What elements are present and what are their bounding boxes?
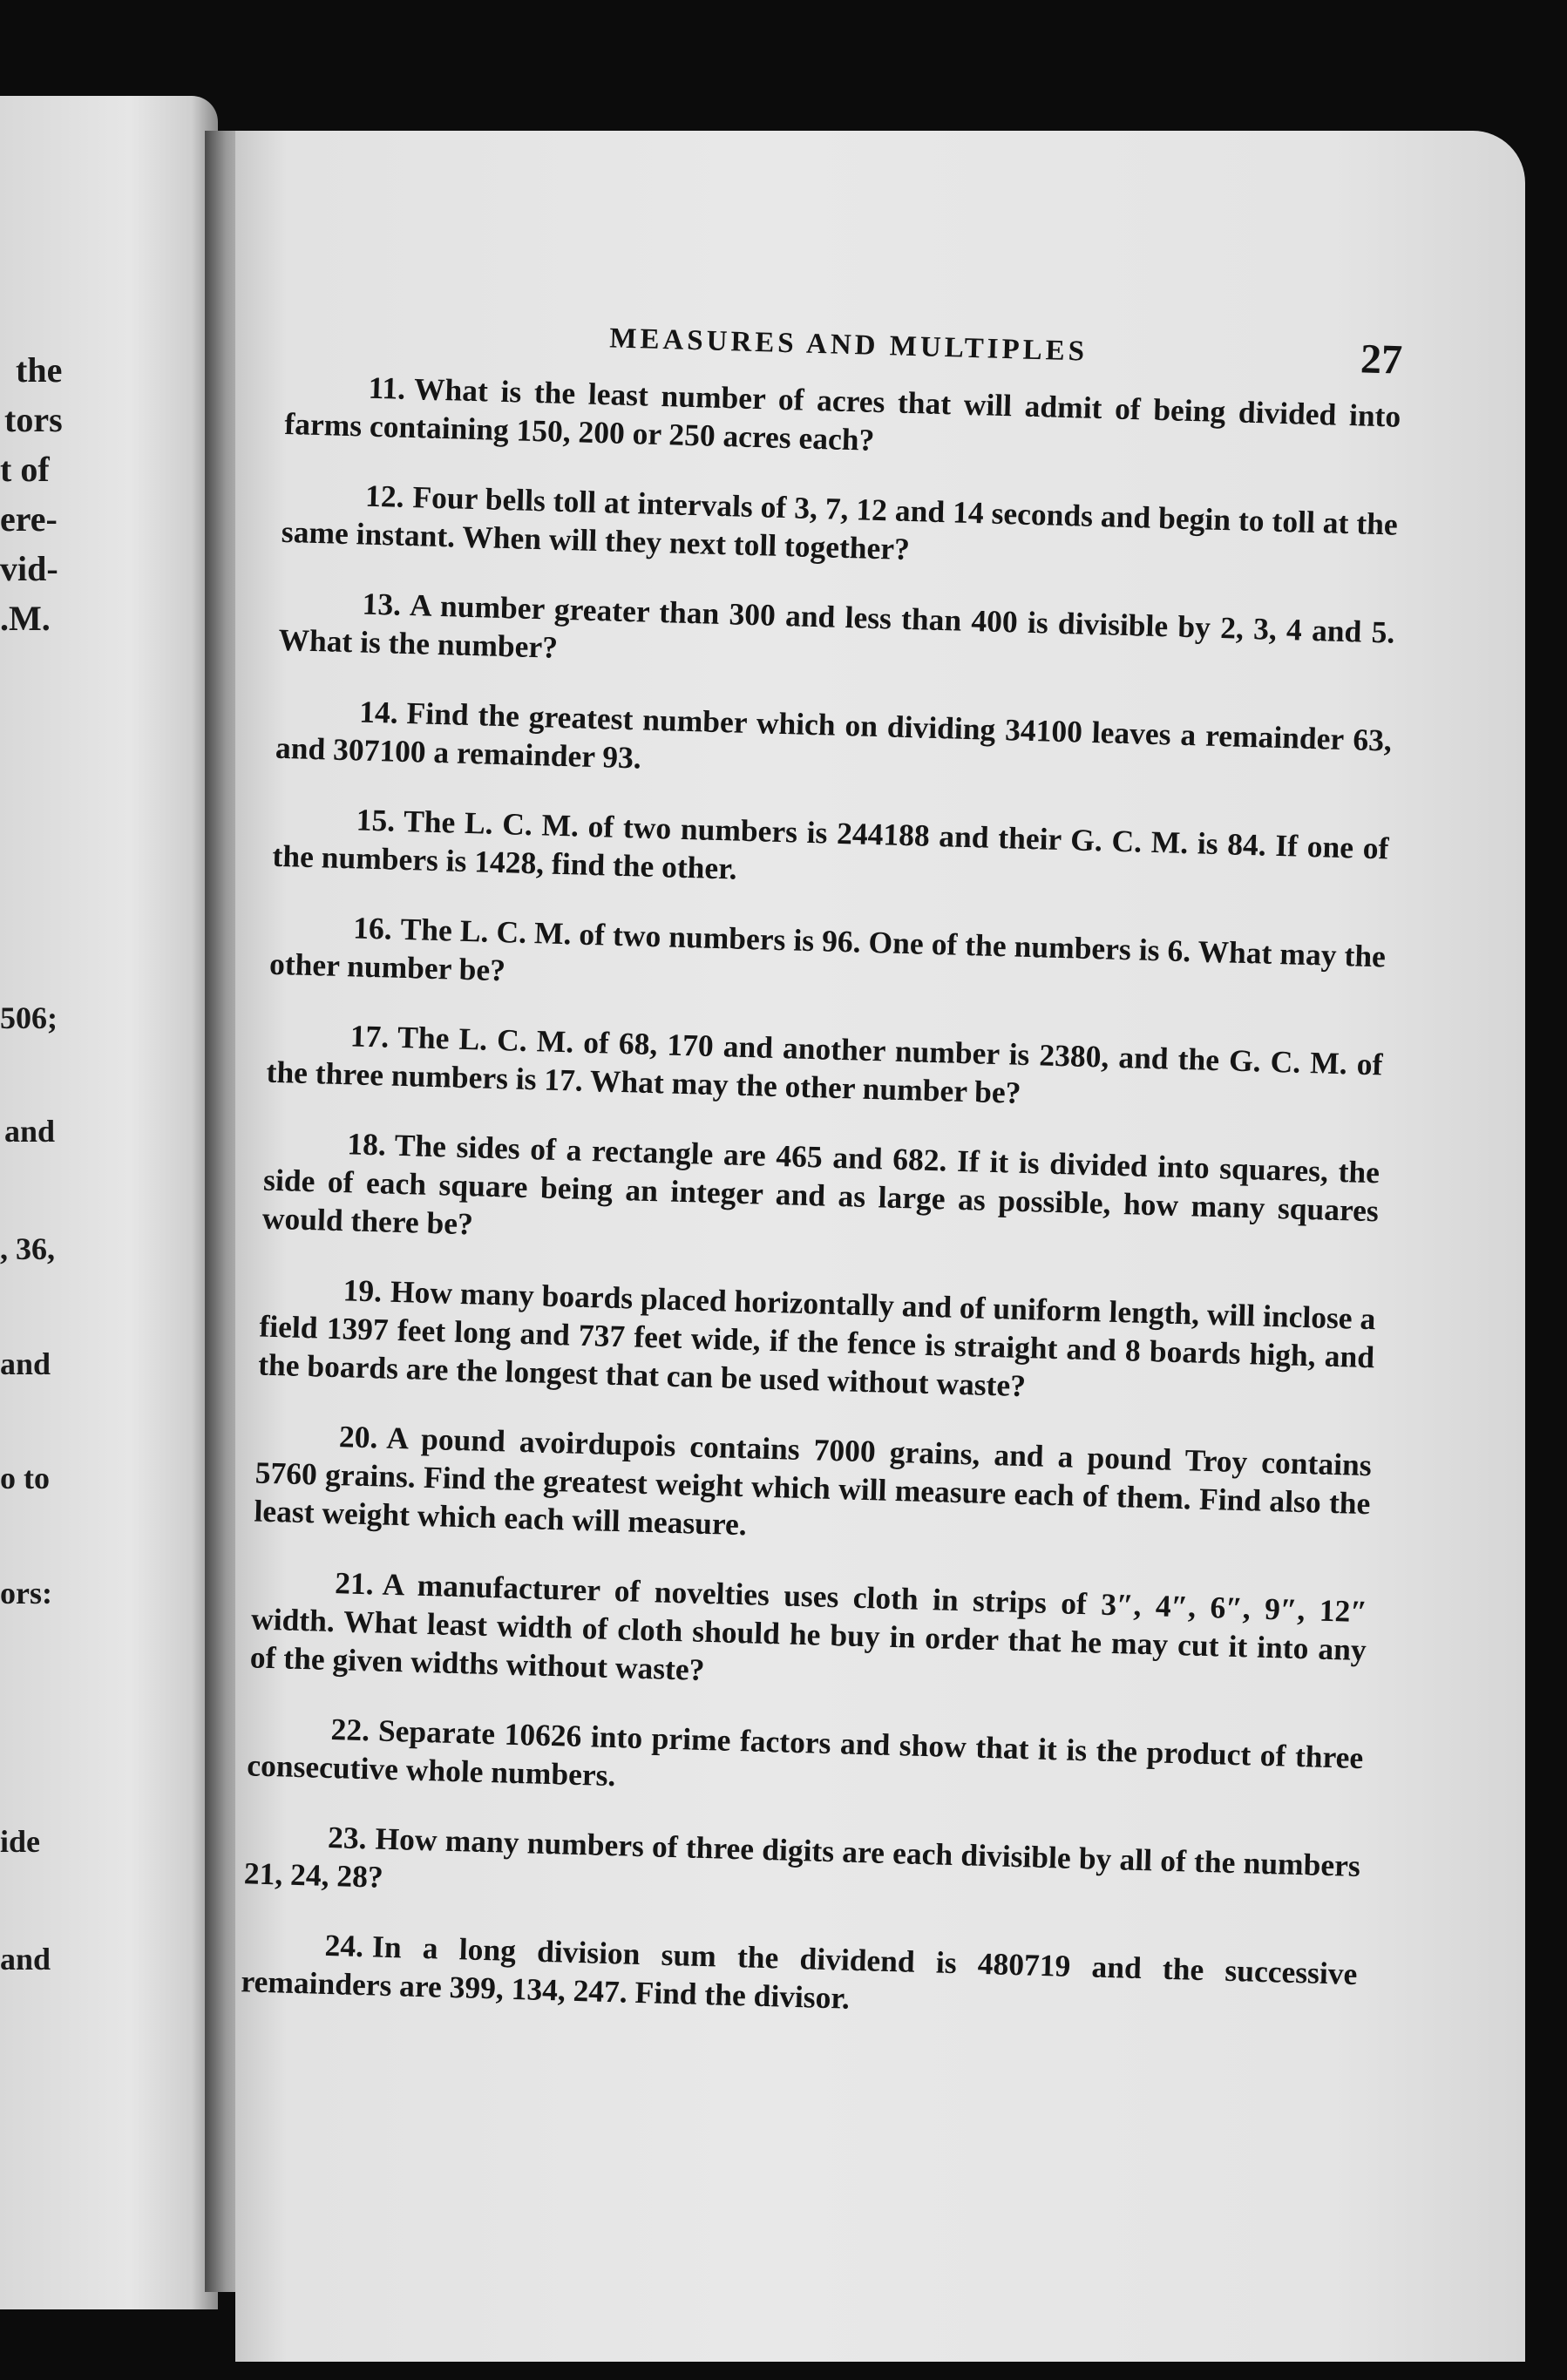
problem-text: A manufacturer of novelties uses cloth in strips of 3″, 4″, 6″, 9″, 12″ width. What least width of cloth should he buy in order that he may cut it into any of the given widths without waste? xyxy=(249,1566,1368,1687)
problem-number: 16. xyxy=(352,910,393,946)
left-page-fragment: , 36, xyxy=(0,1231,55,1266)
problem-number: 11. xyxy=(368,370,406,406)
left-page-fragment: and xyxy=(0,1942,51,1977)
problem-text: The sides of a rectangle are 465 and 682. If it is divided into squares, the side of each square being an integer and as large as possible, how many squares would there be? xyxy=(261,1127,1380,1242)
problem-22 xyxy=(247,1707,1364,1815)
left-page-fragment: tors xyxy=(4,400,63,439)
left-page xyxy=(0,96,218,2309)
problem-number: 19. xyxy=(343,1272,383,1309)
problem-text: What is the least number of acres that will admit of being divided into farms containing 150, 200 or 250 acres each? xyxy=(283,371,1401,458)
problem-14 xyxy=(275,690,1392,798)
problem-text: Separate 10626 into prime factors and show that it is the product of three consecutive whole numbers. xyxy=(246,1712,1364,1793)
problem-number: 24. xyxy=(324,1927,364,1964)
problem-number: 13. xyxy=(362,586,402,622)
problem-number: 22. xyxy=(330,1712,370,1748)
problem-text: The L. C. M. of 68, 170 and another number is 2380, and the G. C. M. of the three numbers is 17. What may the other number be? xyxy=(266,1019,1383,1110)
left-page-fragment: vid- xyxy=(0,549,58,588)
problem-24 xyxy=(241,1923,1358,2031)
left-page-fragment: ere- xyxy=(0,499,58,539)
problem-text: A pound avoirdupois contains 7000 grains, and a pound Troy contains 5760 grains. Find the greatest weight which will measure each of them. Find also the least weight which each will measure. xyxy=(254,1420,1373,1543)
problem-text: The L. C. M. of two numbers is 244188 and their G. C. M. is 84. If one of the numbers is 1428, find the other. xyxy=(272,803,1389,886)
problem-12 xyxy=(281,474,1398,582)
left-page-fragment: and xyxy=(4,1114,56,1149)
problem-number: 23. xyxy=(327,1819,368,1856)
problem-text: A number greater than 300 and less than 400 is divisible by 2, 3, 4 and 5. What is the number? xyxy=(277,587,1395,665)
left-page-fragment: .M. xyxy=(0,599,51,638)
problem-text: The L. C. M. of two numbers is 96. One of the numbers is 6. What may the other number be? xyxy=(268,911,1387,988)
problem-text: How many boards placed horizontally and of uniform length, will inclose a field 1397 feet long and 737 feet wide, if the fence is straight and 8 boards high, and the boards are the longest that can be used without waste? xyxy=(257,1273,1376,1404)
left-page-fragment: t of xyxy=(0,450,50,489)
page-content xyxy=(240,314,1403,2063)
left-page-fragment: ors: xyxy=(0,1576,52,1610)
problem-number: 18. xyxy=(346,1126,387,1163)
problem-number: 17. xyxy=(349,1018,390,1054)
problem-17 xyxy=(266,1014,1383,1122)
left-page-fragment: the xyxy=(16,350,63,390)
problem-number: 20. xyxy=(338,1419,378,1455)
left-page-fragment: o to xyxy=(0,1461,50,1495)
problem-number: 12. xyxy=(364,478,405,514)
problem-23 xyxy=(243,1815,1360,1923)
left-page-fragment: and xyxy=(0,1346,51,1381)
left-page-fragment: ide xyxy=(0,1824,41,1859)
problem-number: 15. xyxy=(356,802,396,838)
problem-text: In a long division sum the dividend is 480719 and the successive remainders are 399, 134, 247. Find the divisor. xyxy=(240,1929,1358,2016)
problem-number: 14. xyxy=(358,694,399,730)
problem-text: Find the greatest number which on dividing 34100 leaves a remainder 63, and 307100 a remainder 93. xyxy=(275,695,1393,776)
problem-18 xyxy=(261,1122,1380,1269)
problem-text: Four bells toll at intervals of 3, 7, 12 and 14 seconds and begin to toll at the same instant. When will they next toll together? xyxy=(281,479,1399,567)
problem-text: How many numbers of three digits are each divisible by all of the numbers 21, 24, 28? xyxy=(243,1821,1361,1895)
problem-21 xyxy=(249,1561,1367,1707)
problem-number: 21. xyxy=(334,1565,375,1602)
page-number: 27 xyxy=(1360,336,1403,383)
problem-20 xyxy=(254,1415,1372,1562)
problem-15 xyxy=(272,798,1389,906)
problem-16 xyxy=(269,906,1387,1014)
running-head: MEASURES AND MULTIPLES xyxy=(608,322,1089,368)
left-page-fragment: 506; xyxy=(0,1000,58,1035)
problem-19 xyxy=(258,1269,1376,1415)
problem-13 xyxy=(278,582,1395,690)
